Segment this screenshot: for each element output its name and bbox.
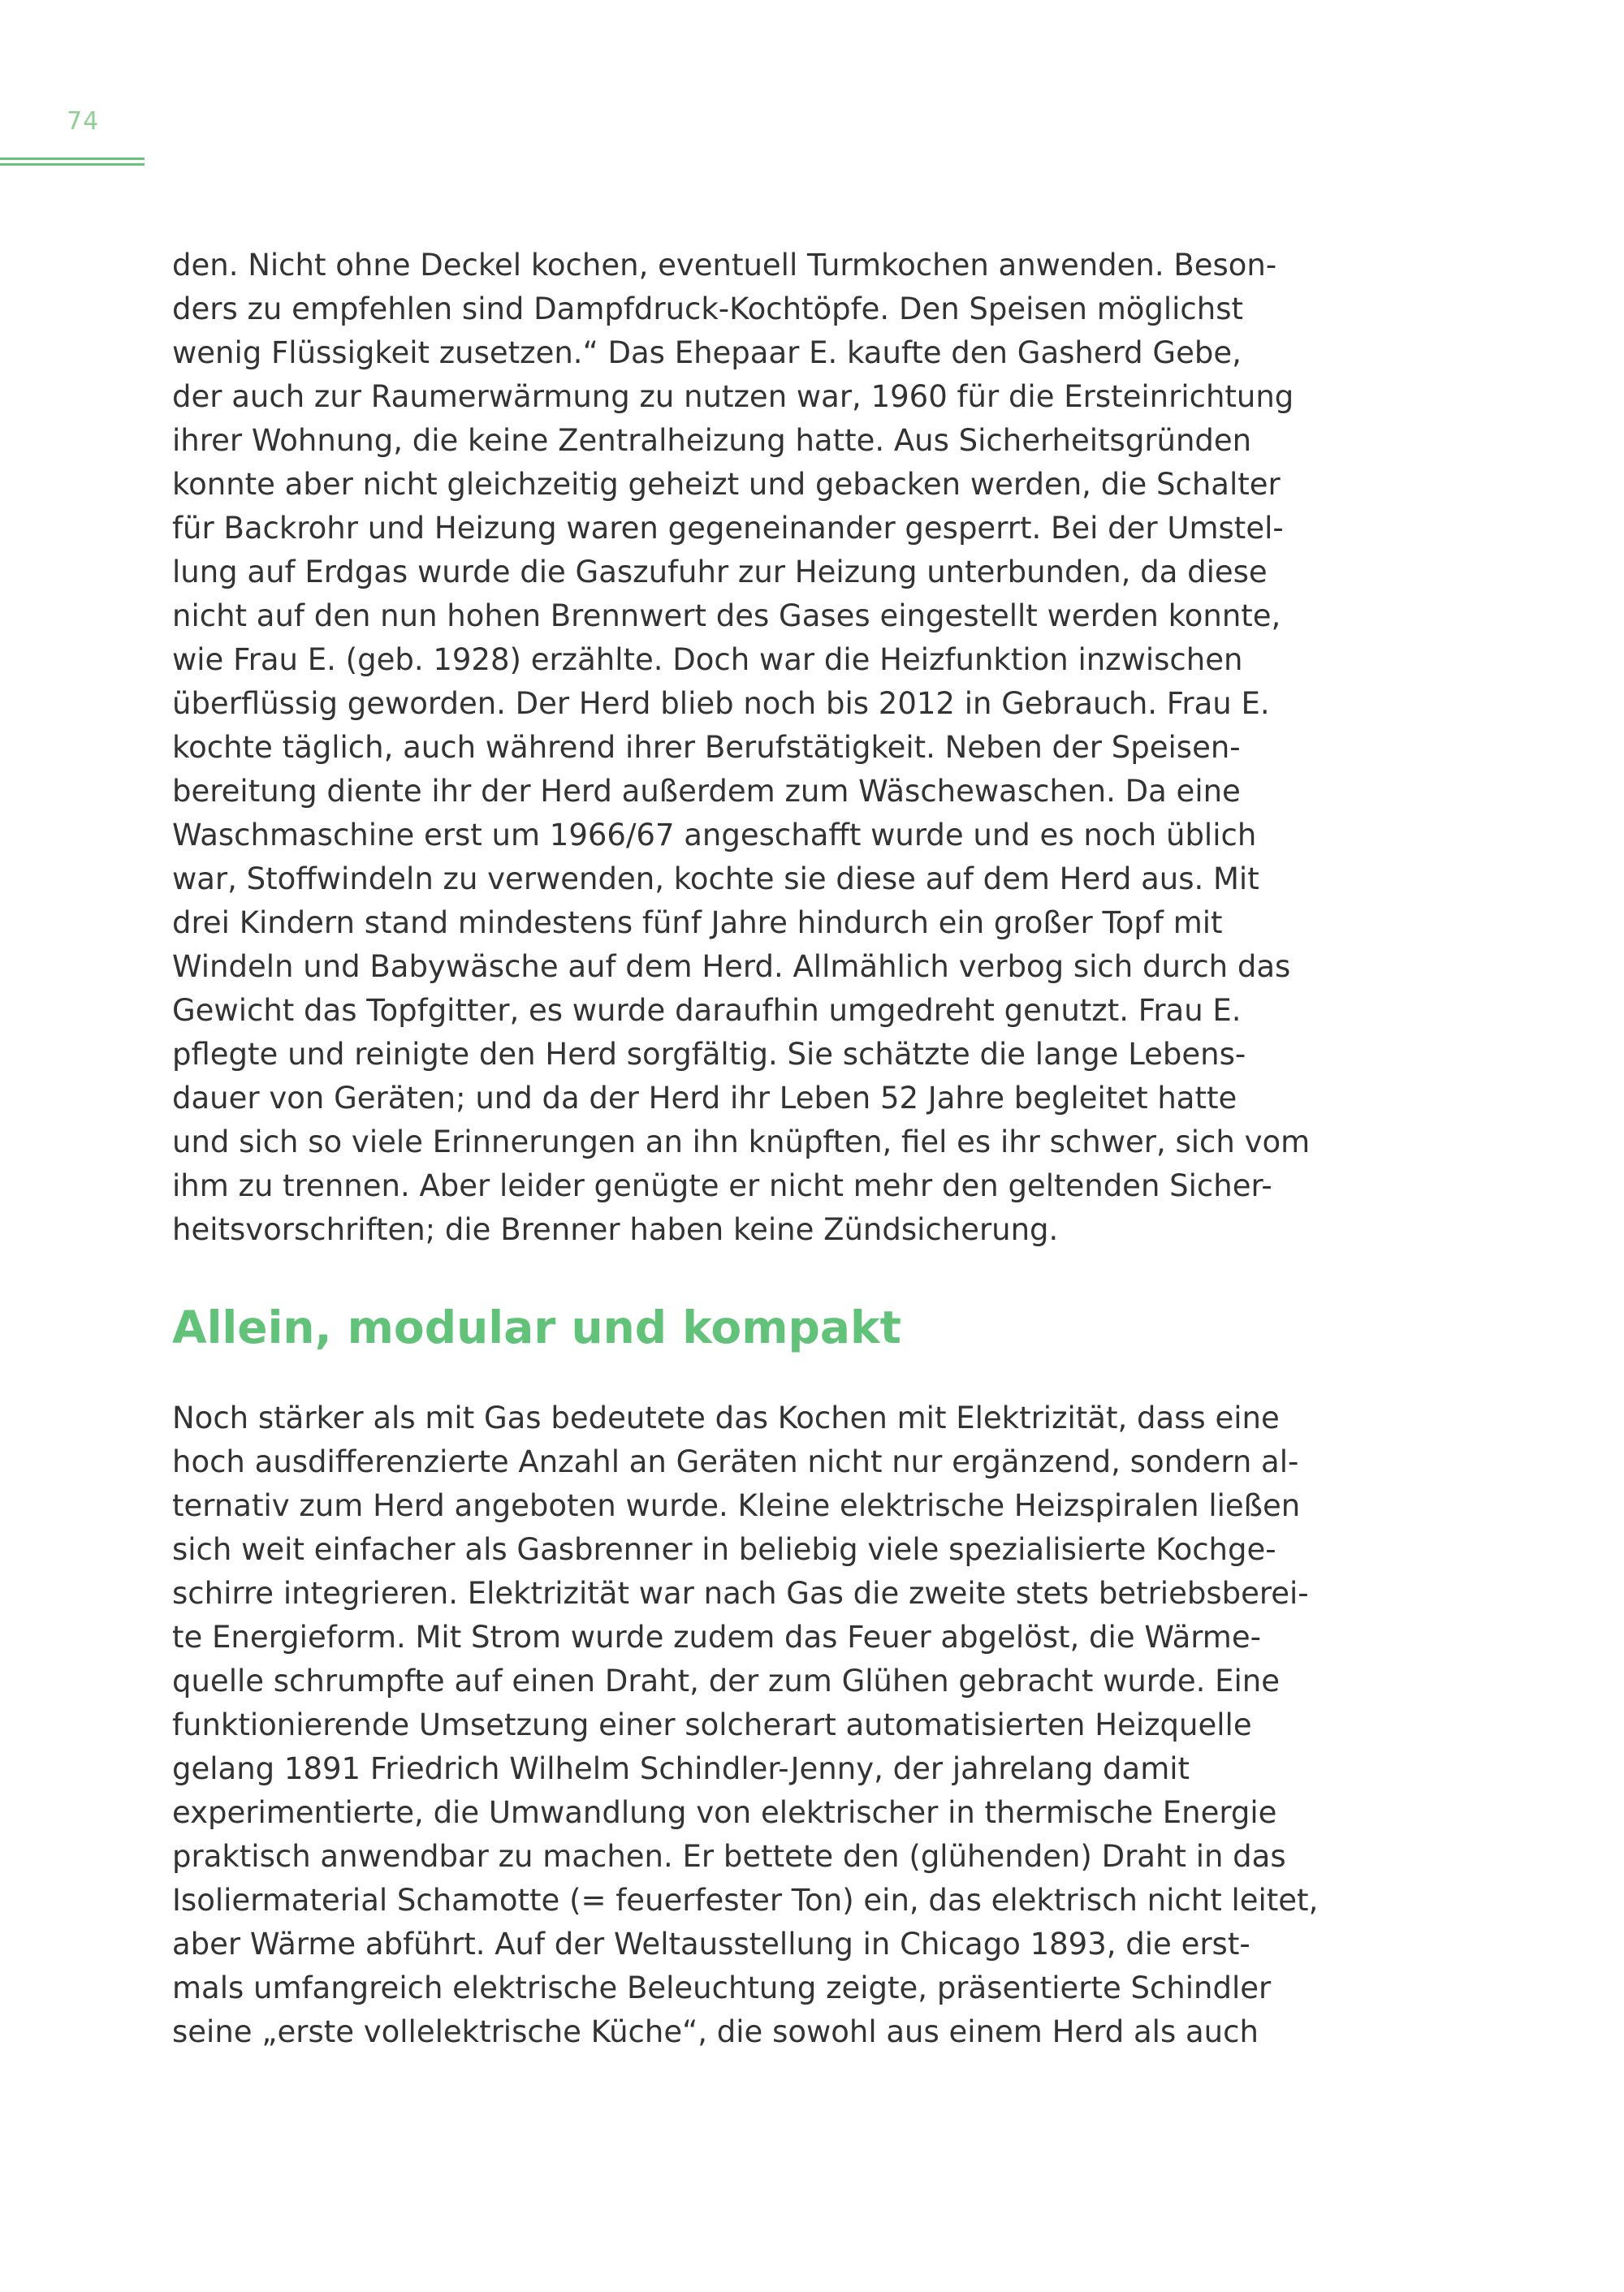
text-line: drei Kindern stand mindestens fünf Jahre hindurch ein großer Topf mit [172,905,1223,940]
text-line: wie Frau E. (geb. 1928) erzählte. Doch war die Heizfunktion inzwischen [172,642,1243,677]
text-line: für Backrohr und Heizung waren gegeneinander gesperrt. Bei der Umstel- [172,511,1284,546]
text-line: ternativ zum Herd angeboten wurde. Kleine elektrische Heizspiralen ließen [172,1488,1301,1523]
text-line: Waschmaschine erst um 1966/67 angeschafft wurde und es noch üblich [172,818,1257,852]
text-line: nicht auf den nun hohen Brennwert des Gases eingestellt werden konnte, [172,598,1281,633]
text-line: Gewicht das Topfgitter, es wurde daraufhin umgedreht genutzt. Frau E. [172,993,1242,1028]
text-line: kochte täglich, auch während ihrer Berufstätigkeit. Neben der Speisen- [172,730,1241,765]
text-line: ihrer Wohnung, die keine Zentralheizung hatte. Aus Sicherheitsgründen [172,423,1252,458]
text-line: konnte aber nicht gleichzeitig geheizt und gebacken werden, die Schalter [172,467,1281,502]
text-line: aber Wärme abführt. Auf der Weltausstellung in Chicago 1893, die erst- [172,1927,1250,1962]
text-line: war, Stoffwindeln zu verwenden, kochte sie diese auf dem Herd aus. Mit [172,861,1259,896]
text-line: den. Nicht ohne Deckel kochen, eventuell Turmkochen anwenden. Beson- [172,248,1277,283]
text-line: und sich so viele Erinnerungen an ihn knüpften, fiel es ihr schwer, sich vom [172,1124,1311,1159]
text-line: te Energieform. Mit Strom wurde zudem das Feuer abgelöst, die Wärme- [172,1620,1261,1655]
page-number: 74 [67,107,100,136]
text-line: Windeln und Babywäsche auf dem Herd. Allmählich verbog sich durch das [172,949,1291,984]
text-line: heitsvorschriften; die Brenner haben keine Zündsicherung. [172,1212,1059,1247]
text-line: dauer von Geräten; und da der Herd ihr Leben 52 Jahre begleitet hatte [172,1081,1237,1116]
text-line: ihm zu trennen. Aber leider genügte er nicht mehr den geltenden Sicher- [172,1168,1272,1203]
text-line: lung auf Erdgas wurde die Gaszufuhr zur Heizung unterbunden, da diese [172,555,1268,589]
text-line: der auch zur Raumerwärmung zu nutzen war, 1960 für die Ersteinrichtung [172,379,1294,414]
text-line: mals umfangreich elektrische Beleuchtung zeigte, präsentierte Schindler [172,1970,1272,2005]
text-line: sich weit einfacher als Gasbrenner in beliebig viele spezialisierte Kochge- [172,1532,1276,1567]
paragraph-2 [172,1396,1319,2054]
text-line: bereitung diente ihr der Herd außerdem zum Wäschewaschen. Da eine [172,774,1241,809]
text-column [172,244,1319,2054]
header-rule-bottom [0,163,145,166]
text-line: ders zu empfehlen sind Dampfdruck-Kochtöpfe. Den Speisen möglichst [172,291,1243,326]
text-line: gelang 1891 Friedrich Wilhelm Schindler-Jenny, der jahrelang damit [172,1751,1190,1786]
text-line: praktisch anwendbar zu machen. Er bettete den (glühenden) Draht in das [172,1839,1286,1874]
paragraph-1 [172,244,1311,1252]
text-line: Noch stärker als mit Gas bedeutete das Kochen mit Elektrizität, dass eine [172,1401,1280,1435]
text-line: experimentierte, die Umwandlung von elektrischer in thermische Energie [172,1795,1277,1830]
text-line: pflegte und reinigte den Herd sorgfältig. Sie schätzte die lange Lebens- [172,1037,1246,1072]
text-line: wenig Flüssigkeit zusetzen.“ Das Ehepaar E. kaufte den Gasherd Gebe, [172,335,1242,370]
text-line: seine „erste vollelektrische Küche“, die sowohl aus einem Herd als auch [172,2014,1259,2049]
text-line: Isoliermaterial Schamotte (= feuerfester Ton) ein, das elektrisch nicht leitet, [172,1883,1319,1918]
header-rule-top [0,158,145,160]
text-line: quelle schrumpfte auf einen Draht, der zum Glühen gebracht wurde. Eine [172,1664,1281,1698]
text-line: hoch ausdifferenzierte Anzahl an Geräten nicht nur ergänzend, sondern al- [172,1444,1299,1479]
section-heading: Allein, modular und kompakt [172,1301,901,1353]
text-line: schirre integrieren. Elektrizität war nach Gas die zweite stets betriebsberei- [172,1576,1309,1611]
text-line: überflüssig geworden. Der Herd blieb noch bis 2012 in Gebrauch. Frau E. [172,686,1270,721]
text-line: funktionierende Umsetzung einer solcherart automatisierten Heizquelle [172,1707,1252,1742]
